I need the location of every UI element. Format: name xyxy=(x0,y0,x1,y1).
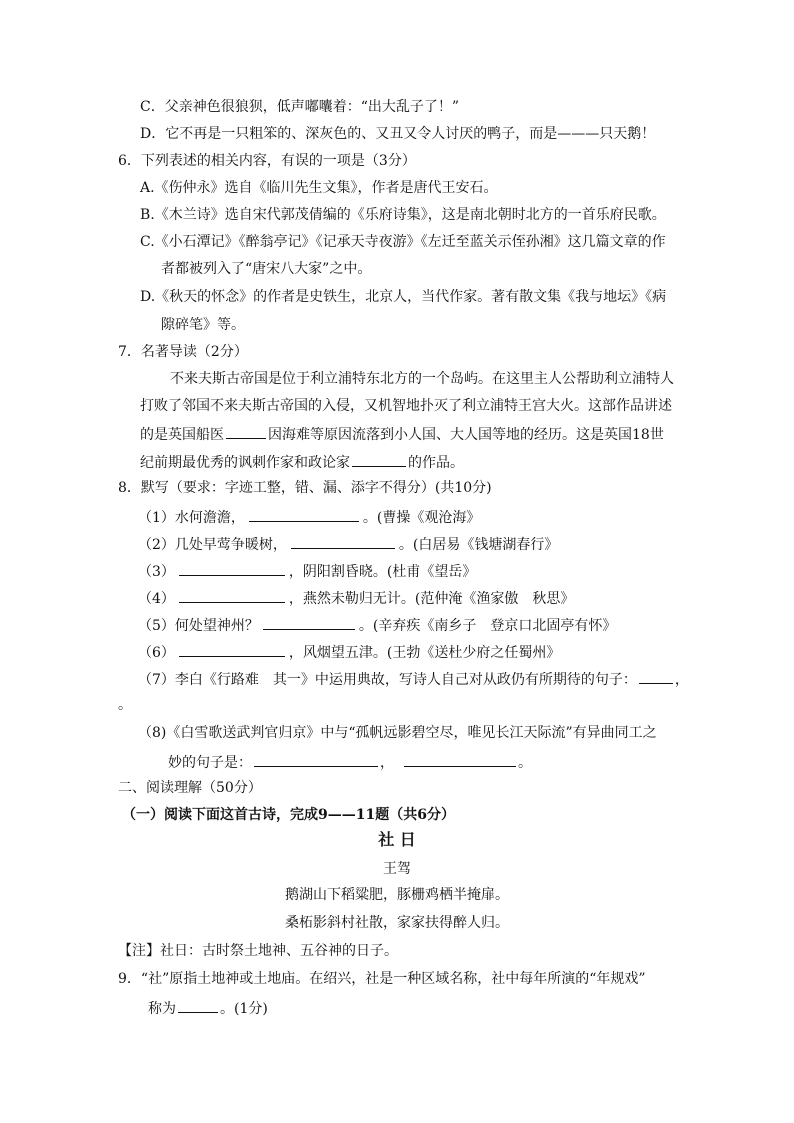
q8-item-3-blank[interactable] xyxy=(179,561,285,576)
q8-item-1 xyxy=(138,507,480,527)
q8-item-7-comma: ， xyxy=(674,672,689,688)
q8-item-3-text-a: （3） xyxy=(138,564,175,580)
q8-item-8-line2 xyxy=(168,752,532,772)
q8-item-6 xyxy=(138,642,560,662)
q9-line2 xyxy=(148,998,268,1018)
q7-line4-text-b: 的作品。 xyxy=(408,455,464,471)
q8-item-1-blank[interactable] xyxy=(249,507,359,522)
q7-blank-author[interactable] xyxy=(352,452,406,467)
q8-item-5-text-b: 。(辛弃疾《南乡子 登京口北固亭有怀》 xyxy=(358,618,617,634)
q6-stem: 6．下列表述的相关内容，有误的一项是（3分） xyxy=(118,153,416,169)
q8-item-7-blank[interactable] xyxy=(639,669,673,684)
q8-item-6-text-a: （6） xyxy=(138,645,175,661)
q5-option-c: C．父亲神色很狼狈，低声嘟囔着：“出大乱子了！” xyxy=(140,99,460,115)
section2-sub1: （一）阅读下面这首古诗，完成9——11题（共6分） xyxy=(122,807,455,823)
poem-line-1: 鹅湖山下稻粱肥，豚栅鸡栖半掩扉。 xyxy=(285,887,509,903)
q6-option-c-line1: C.《小石潭记》《醉翁亭记》《记承天寺夜游》《左迁至蓝关示侄孙湘》这几篇文章的作 xyxy=(140,234,666,250)
q8-item-8-blank-2[interactable] xyxy=(404,752,516,767)
q8-item-2-text-b: 。(白居易《钱塘湖春行》 xyxy=(398,537,559,553)
q9-blank[interactable] xyxy=(178,998,218,1013)
q8-item-3-text-b: ，阴阳割昏晓。(杜甫《望岳》 xyxy=(288,564,477,580)
q8-item-6-text-b: ，风烟望五津。(王勃《送杜少府之任蜀州》 xyxy=(288,645,561,661)
q8-item-5-text-a: （5）何处望神州？ xyxy=(138,618,259,634)
q8-item-8-blank-1[interactable] xyxy=(254,752,378,767)
q8-item-8-text-a: 妙的句子是： xyxy=(168,755,252,771)
q6-option-c-line2: 者都被列入了“唐宋八大家”之中。 xyxy=(161,261,372,277)
q7-line3-text-a: 的是英国船医 xyxy=(140,427,224,443)
q9-text-a: 称为 xyxy=(148,1001,176,1017)
q8-item-2 xyxy=(138,534,558,554)
q8-item-2-text-a: （2）几处早莺争暖树， xyxy=(138,537,287,553)
q8-item-5-blank[interactable] xyxy=(263,615,355,630)
q8-item-5 xyxy=(138,615,616,635)
q7-blank-ship-doctor[interactable] xyxy=(226,424,266,439)
poem-author: 王驾 xyxy=(383,861,411,877)
q8-item-8-period: 。 xyxy=(518,755,532,771)
q8-item-7-text: （7）李白《行路难 其一》中运用典故，写诗人自己对从政仍有所期待的句子： xyxy=(138,672,637,688)
q7-line4-text-a: 纪前期最优秀的讽刺作家和政论家 xyxy=(140,455,350,471)
q8-item-8-comma: ， xyxy=(380,755,394,771)
q6-option-a: A.《伤仲永》选自《临川先生文集》，作者是唐代王安石。 xyxy=(140,180,498,196)
q8-item-4-text-b: ，燕然未勒归无计。(范仲淹《渔家傲 秋思》 xyxy=(288,591,575,607)
q8-item-7 xyxy=(138,669,689,689)
q7-paragraph-line2: 打败了邻国不来夫斯古帝国的入侵，又机智地扑灭了利立浦特王宫大火。这部作品讲述 xyxy=(140,398,672,414)
q8-stem: 8．默写（要求：字迹工整，错、漏、添字不得分）(共10分) xyxy=(118,480,492,496)
q7-paragraph-line3 xyxy=(140,424,664,444)
q8-item-4-text-a: （4） xyxy=(138,591,175,607)
q9-text-b: 。(1分) xyxy=(220,1001,268,1017)
q6-option-b: B.《木兰诗》选自宋代郭茂倩编的《乐府诗集》，这是南北朝时北方的一首乐府民歌。 xyxy=(140,207,666,223)
q9-line1: 9．“社”原指土地神或土地庙。在绍兴，社是一种区域名称，社中每年所演的“年规戏” xyxy=(118,971,646,987)
q8-item-6-blank[interactable] xyxy=(179,642,285,657)
q8-item-2-blank[interactable] xyxy=(291,534,395,549)
q8-item-1-text-b: 。(曹操《观沧海》 xyxy=(362,510,481,526)
q8-item-8-line1: （8)《白雪歌送武判官归京》中与“孤帆远影碧空尽，唯见长江天际流”有异曲同工之 xyxy=(138,725,657,741)
q8-item-4-blank[interactable] xyxy=(179,588,285,603)
section2-heading: 二、阅读理解（50分） xyxy=(118,780,262,796)
q8-item-1-text-a: （1）水何澹澹， xyxy=(138,510,245,526)
q6-option-d-line1: D.《秋天的怀念》的作者是史铁生，北京人，当代作家。著有散文集《我与地坛》《病 xyxy=(140,289,667,305)
q7-line3-text-b: 因海难等原因流落到小人国、大人国等地的经历。这是英国18世 xyxy=(268,427,664,443)
q8-item-7-end: 。 xyxy=(118,697,132,713)
q7-paragraph-line1: 不来夫斯古帝国是位于利立浦特东北方的一个岛屿。在这里主人公帮助利立浦特人 xyxy=(170,371,674,387)
q7-paragraph-line4 xyxy=(140,452,464,472)
q8-item-4 xyxy=(138,588,574,608)
poem-title: 社 日 xyxy=(378,830,416,849)
poem-line-2: 桑柘影斜村社散，家家扶得醉人归。 xyxy=(285,915,509,931)
q6-option-d-line2: 隙碎笔》等。 xyxy=(161,317,245,333)
q7-stem: 7．名著导读（2分） xyxy=(118,344,248,360)
q5-option-d: D．它不再是一只粗笨的、深灰色的、又丑又令人讨厌的鸭子，而是———只天鹅！ xyxy=(140,126,656,142)
q8-item-3 xyxy=(138,561,476,581)
poem-note: 【注】社日：古时祭土地神、五谷神的日子。 xyxy=(118,943,398,959)
